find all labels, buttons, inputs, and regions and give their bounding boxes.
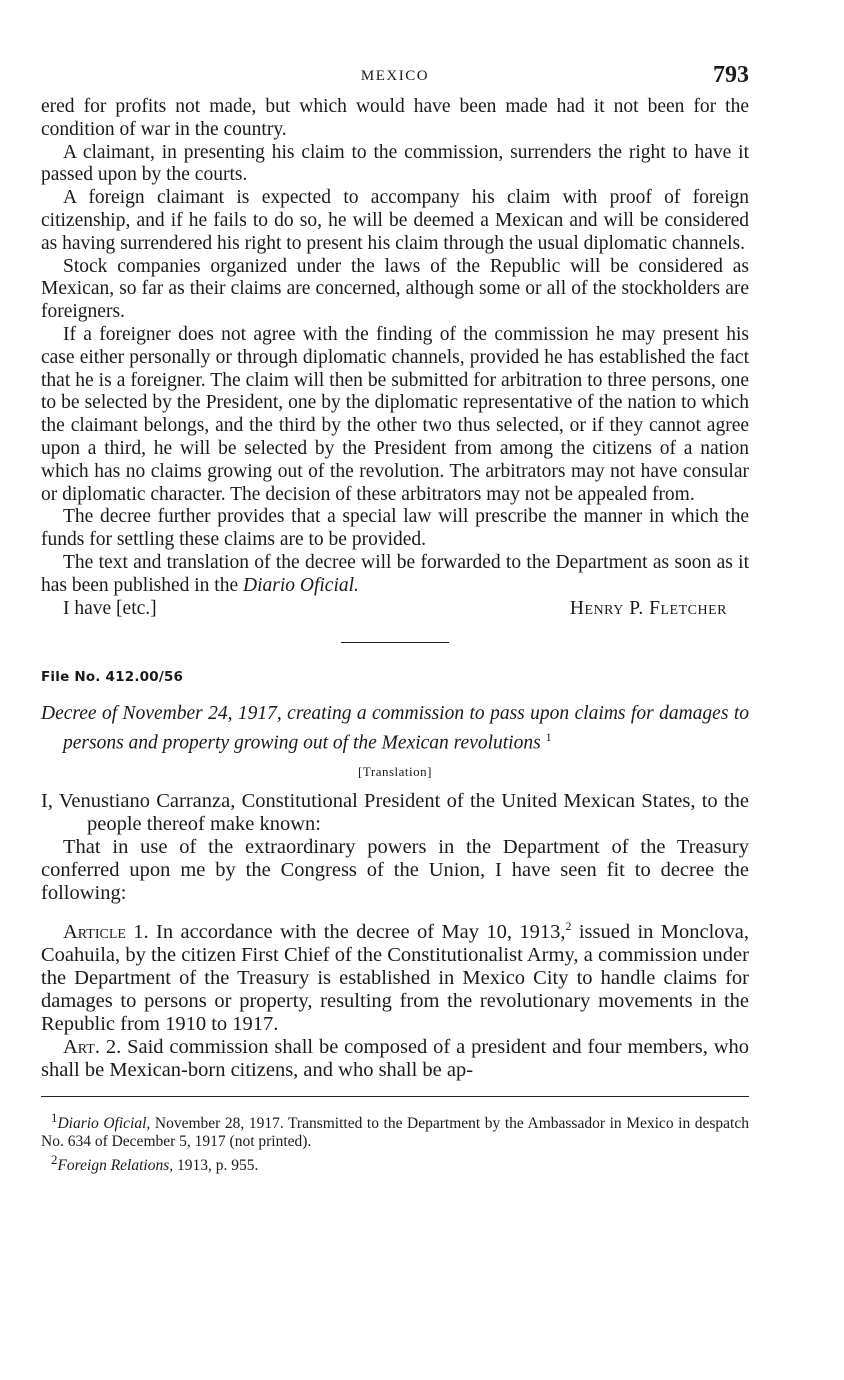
article-1 (41, 915, 749, 1036)
article-label: Article 1. (63, 920, 149, 943)
translation-label: [Translation] (358, 763, 432, 779)
letter-paragraph: If a foreigner does not agree with the finding of the commission he may present his case either personally or through diplomatic channels, provided he has established the fact that he is a foreigner. The claim will then be submitted for arbitration to three persons, one to be selected by the President, one by the diplomatic representative of the nation to which the claimant belongs, and the third by the other two thus selected, or if they cannot agree upon a third, he will be selected by the President from among the citizens of a nation which has no claims growing out of the revolution. The arbitrators may not have consular or diplomatic character. The decision of these arbitrators may not be appealed from. (41, 323, 749, 505)
article-2 (41, 1036, 749, 1082)
footnote-text: 1913, p. 955. (173, 1156, 259, 1174)
letter-paragraph: Stock companies organized under the laws of the Republic will be considered as Mexican, so far as their claims are concerned, although some or all of the stockholders are foreigners. (41, 255, 749, 323)
footnote-mark: 1 (51, 1109, 58, 1125)
decree-body (41, 790, 749, 1082)
letter-paragraph: ered for profits not made, but which would have been made had it not been for the condition of war in the country. (41, 96, 749, 140)
document-page (41, 62, 749, 1175)
page-number: 793 (713, 62, 749, 88)
preamble: I, Venustiano Carranza, Constitutional President of the United Mexican States, to the people thereof make known: (41, 789, 749, 835)
decree-title-text: Decree of November 24, 1917, creating a commission to pass upon claims for damages to persons and property growing out of the Mexican revolutions (41, 703, 749, 754)
article-text: issued in Monclova, Coahuila, by the citizen First Chief of the Constitutionalist Army, a commission under the Department of the Treasury is established in Mexico City to handle claims for damages to persons or property, resulting from the revolutionary movements in the Republic from 1910 to 1917. (41, 920, 749, 1035)
footnotes (41, 1109, 749, 1175)
closing: I have [etc.] (63, 597, 157, 619)
letter-last-text: The text and translation of the decree will be forwarded to the Department as soon as it has been published in the (41, 551, 749, 596)
letter-paragraph: A foreign claimant is expected to accompany his claim with proof of foreign citizenship, and if he fails to do so, he will be deemed a Mexican and will be considered as having surrendered his right to present his claim through the usual diplomatic channels. (41, 187, 749, 254)
article-text: In accordance with the decree of May 10, 1913, (148, 920, 566, 943)
footnote-text: November 28, 1917. Transmitted to the Department by the Ambassador in Mexico in despatch No. 634 of December 5, 1917 (not printed). (41, 1114, 749, 1150)
running-title: MEXICO (360, 68, 430, 84)
letter-paragraph: A claimant, in presenting his claim to the commission, surrenders the right to have it passed upon by the courts. (41, 141, 749, 186)
letter-paragraph: The decree further provides that a special law will prescribe the manner in which the funds for settling these claims are to be provided. (41, 506, 749, 551)
footnote (41, 1151, 749, 1175)
signer-name: Henry P. Fletcher (569, 597, 727, 619)
footnote (41, 1109, 749, 1151)
footnote-mark: 2 (51, 1151, 58, 1167)
footnote-mark: 1 (545, 729, 552, 744)
footnote-divider (41, 1096, 749, 1097)
section-divider (341, 642, 449, 643)
file-number: File No. 412.00/56 (41, 669, 184, 686)
footnote-mark: 2 (565, 918, 572, 933)
footnote-source: Foreign Relations, (57, 1156, 174, 1174)
recital: That in use of the extraordinary powers in the Department of the Treasury conferred upon me by the Congress of the Union, I have seen fit to decree the following: (41, 835, 749, 904)
running-head (41, 62, 749, 96)
signoff (41, 598, 749, 621)
article-label: Art. 2. (63, 1035, 122, 1058)
footnote-source: Diario Oficial, (57, 1114, 151, 1132)
letter-body (41, 96, 749, 598)
publication-name: Diario Oficial. (243, 574, 359, 596)
letter-paragraph (41, 552, 749, 598)
decree-title (41, 703, 749, 755)
article-text: Said commission shall be composed of a president and four members, who shall be Mexican-born citizens, and who shall be ap- (41, 1035, 749, 1081)
